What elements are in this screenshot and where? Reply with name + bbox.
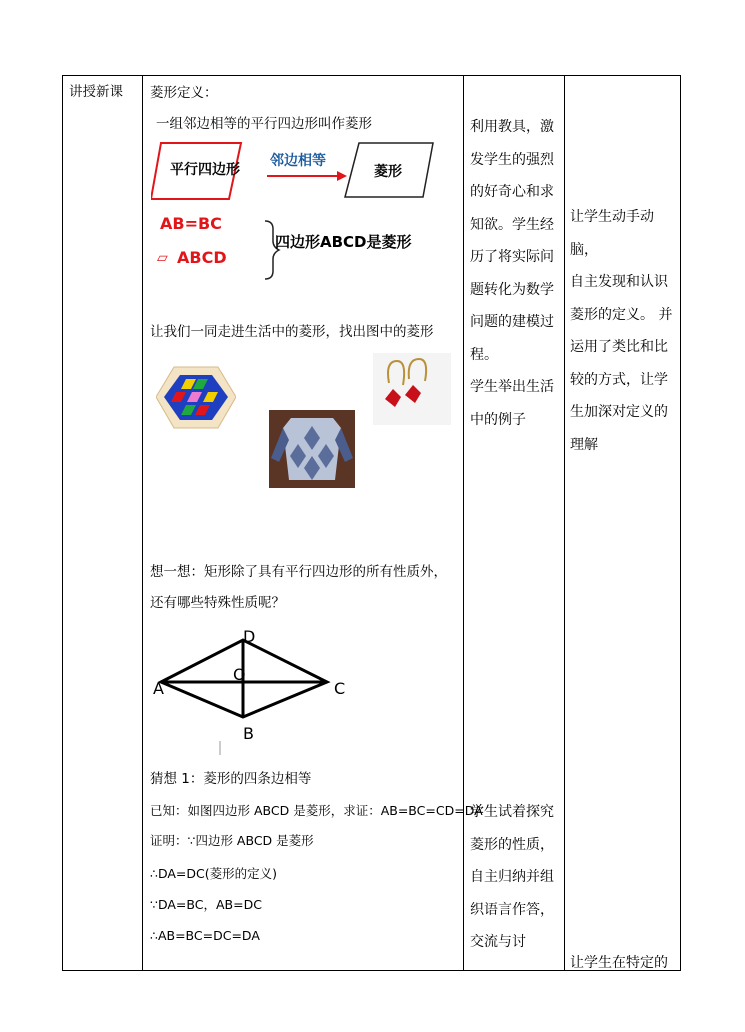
- student-activity-1: 利用教具，激 发学生的强烈 的好奇心和求 知欲。学生经 历了将实际问 题转化为数学 问题的建模过 程。 学生举出生活 中的例子: [470, 119, 554, 428]
- column-divider: [564, 76, 565, 970]
- life-prompt: 让我们一同走进生活中的菱形，找出图中的菱形: [150, 324, 434, 340]
- design-intent-2: 让学生在特定的: [570, 955, 668, 971]
- right-box-label: 菱形: [374, 164, 402, 180]
- diamond-earrings-photo: [373, 353, 451, 425]
- proof-step-1: ∴DA=DC(菱形的定义): [150, 866, 277, 881]
- condition-abcd: ABCD: [177, 248, 227, 267]
- left-box-label: 平行四边形: [170, 162, 240, 178]
- column-divider: [142, 76, 143, 970]
- think-line-1: 想一想：矩形除了具有平行四边形的所有性质外，: [150, 564, 447, 580]
- vertex-b: B: [243, 724, 254, 743]
- vertex-c: C: [334, 679, 346, 698]
- proof-step-2: ∵DA=BC，AB=DC: [150, 897, 262, 912]
- parallelogram-symbol: ▱: [157, 250, 168, 266]
- lesson-table: [62, 75, 681, 971]
- argyle-sweater-photo: [269, 410, 355, 488]
- conclusion-text: 四边形ABCD是菱形: [275, 233, 412, 251]
- row-label: 讲授新课: [69, 84, 123, 100]
- definition-text: 一组邻边相等的平行四边形叫作菱形: [156, 116, 372, 132]
- condition-ab-bc: AB=BC: [160, 214, 222, 233]
- column-divider: [463, 76, 464, 970]
- definition-heading: 菱形定义：: [150, 85, 218, 101]
- center-o: O: [233, 665, 246, 684]
- hexagon-puzzle-photo: [156, 365, 236, 430]
- guess-text: 猜想 1：菱形的四条边相等: [150, 771, 312, 787]
- arrow-label: 邻边相等: [270, 153, 326, 169]
- student-activity-2: 学生试着探究 菱形的性质， 自主归纳并组 织语言作答， 交流与讨: [470, 804, 554, 950]
- vertex-a: A: [153, 679, 164, 698]
- think-line-2: 还有哪些特殊性质呢？: [150, 595, 285, 611]
- given-text: 已知：如图四边形 ABCD 是菱形，求证：AB=BC=CD=DA: [150, 803, 483, 818]
- proof-step-3: ∴AB=BC=DC=DA: [150, 928, 260, 943]
- vertex-d: D: [243, 627, 256, 646]
- design-intent-1: 让学生动手动脑， 自主发现和认识 菱形的定义。 并 运用了类比和比 较的方式，让学 生加深对定义的 理解: [570, 209, 673, 453]
- proof-text: 证明：∵四边形 ABCD 是菱形: [150, 833, 314, 848]
- arrow-head: [337, 171, 347, 181]
